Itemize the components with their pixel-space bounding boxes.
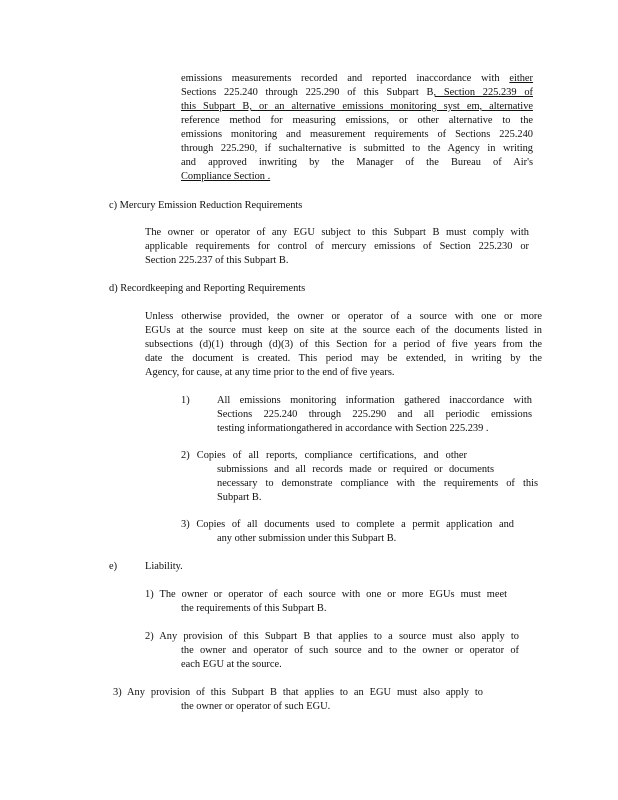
- item-d2: [181, 449, 467, 463]
- item-e1-line-2: the requirements of this Subpart B.: [181, 603, 327, 614]
- top-paragraph-line-4: reference method for measuring emissions, or other alternative to the: [181, 115, 533, 126]
- underline-either: either: [509, 73, 533, 84]
- item-e3: [113, 686, 483, 700]
- section-d-heading: [109, 282, 369, 296]
- item-d3-line-1: 3) Copies of all documents used to complete a permit application and: [181, 519, 514, 530]
- item-d2-continued: [217, 463, 538, 505]
- section-d-line-3: subsections (d)(1) through (d)(3) of this Section for a period of five years from the: [145, 339, 542, 350]
- item-e1-line-1: 1) The owner or operator of each source with one or more EGUs must meet: [145, 589, 507, 600]
- item-e2-line-2: the owner and operator of such source and to the owner or operator of: [181, 645, 519, 656]
- item-d1-label: 1): [181, 395, 190, 406]
- top-paragraph-line-8: Compliance Section .: [181, 171, 271, 182]
- section-c-line-3: Section 225.237 of this Subpart B.: [145, 255, 289, 266]
- item-d1-text: [217, 394, 532, 436]
- section-d-paragraph: [145, 310, 542, 380]
- item-d1-line-1: All emissions monitoring information gathered inaccordance with: [217, 395, 532, 406]
- top-paragraph-line-6: through 225.290, if suchalternative is submitted to the Agency in writing: [181, 143, 533, 154]
- section-e-heading: Liability.: [145, 561, 183, 572]
- item-d2-line-2: submissions and all records made or required or documents: [217, 464, 494, 475]
- section-c-heading: [109, 199, 369, 213]
- section-c-paragraph: [145, 226, 529, 268]
- item-d3-line-2: any other submission under this Subpart B.: [217, 533, 397, 544]
- item-e2-continued: [181, 644, 519, 672]
- item-e3-continued: [181, 700, 381, 714]
- item-d1-line-3: testing informationgathered in accordance with Section 225.239 .: [217, 423, 489, 434]
- top-paragraph-line-1: emissions measurements recorded and reported inaccordance with either: [181, 73, 533, 84]
- item-e3-line-2: the owner or operator of such EGU.: [181, 701, 331, 712]
- item-e1: [145, 588, 507, 602]
- section-d-line-1: Unless otherwise provided, the owner or operator of a source with one or more: [145, 311, 542, 322]
- section-c-line-1: The owner or operator of any EGU subject to this Subpart B must comply with: [145, 227, 529, 238]
- underline-section-225-239: , Section 225.239 of: [433, 87, 533, 98]
- top-paragraph: [181, 72, 533, 184]
- item-e3-line-1: 3) Any provision of this Subpart B that applies to an EGU must also apply to: [113, 687, 483, 698]
- section-c-heading-text: c) Mercury Emission Reduction Requirements: [109, 200, 303, 211]
- top-paragraph-line-7: and approved inwriting by the Manager of the Bureau of Air's: [181, 157, 533, 168]
- section-c-line-2: applicable requirements for control of mercury emissions of Section 225.230 or: [145, 241, 529, 252]
- item-e1-continued: [181, 602, 381, 616]
- section-d-line-5: Agency, for cause, at any time prior to the end of five years.: [145, 367, 395, 378]
- item-e2-line-3: each EGU at the source.: [181, 659, 282, 670]
- item-e2-line-1: 2) Any provision of this Subpart B that applies to a source must also apply to: [145, 631, 519, 642]
- item-d1-line-2: Sections 225.240 through 225.290 and all periodic emissions: [217, 409, 532, 420]
- item-d3-continued: [217, 532, 427, 546]
- item-d2-line-1: 2) Copies of all reports, compliance certifications, and other: [181, 450, 467, 461]
- section-d-heading-text: d) Recordkeeping and Reporting Requirements: [109, 283, 306, 294]
- section-e-label: e): [109, 561, 118, 572]
- item-d2-line-3: necessary to demonstrate compliance with the requirements of this: [217, 478, 538, 489]
- section-d-line-2: EGUs at the source must keep on site at the source each of the documents listed in: [145, 325, 542, 336]
- top-paragraph-line-5: emissions monitoring and measurement requirements of Sections 225.240: [181, 129, 533, 140]
- section-d-line-4: date the document is created. This period may be extended, in writing by the: [145, 353, 542, 364]
- top-paragraph-line-3: this Subpart B, or an alternative emissions monitoring syst em, alternative: [181, 101, 533, 112]
- item-d3: [181, 518, 514, 532]
- top-paragraph-line-2: Sections 225.240 through 225.290 of this Subpart B, Section 225.239 of: [181, 87, 533, 98]
- item-d2-line-4: Subpart B.: [217, 492, 262, 503]
- item-e2: [145, 630, 519, 644]
